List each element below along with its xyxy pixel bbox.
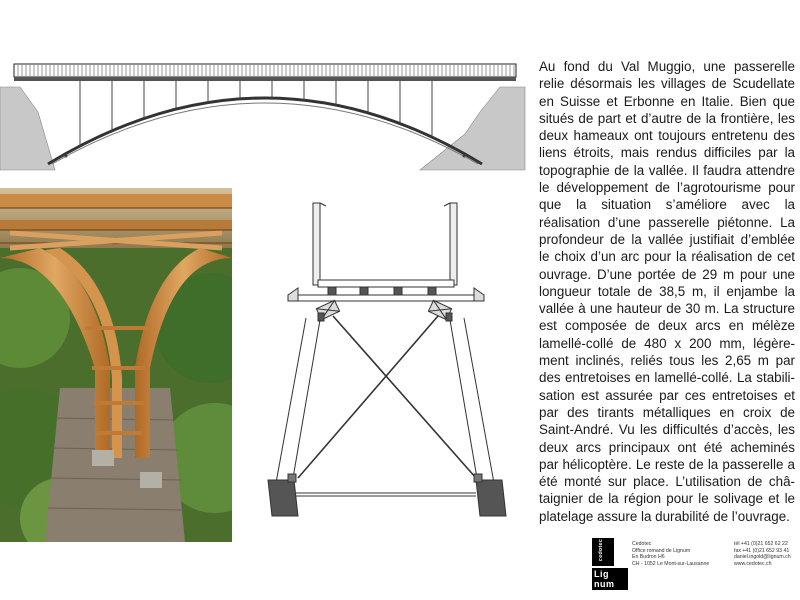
footer-address (632, 541, 709, 567)
elevation-svg (0, 52, 530, 177)
arch (48, 98, 482, 164)
section-svg (258, 198, 518, 528)
footer-contact (734, 541, 791, 567)
deck (14, 77, 516, 81)
photo-svg (0, 188, 232, 542)
bearing-left (65, 155, 68, 158)
lignum-logo-line1: Lig (594, 569, 609, 579)
contact-website[interactable]: www.cedotec.ch (734, 560, 772, 567)
contact-phone: tél +41 (0)21 652 62 22 (734, 541, 788, 547)
bridge-underside-photo (0, 188, 232, 542)
article-paragraph: Au fond du Val Muggio, une passerelle relie désormais les villages de Scudellate en Suisse et Erbonne en Italie. Bien que situés de part et d’autre de la frontière, les deux hameaux ont toujours entretenu des liens étroits, mais rendus difficiles par la topographie de la vallée. Il faudra attendre le développement de l’agrotourisme pour que la situation s’améliore avec la réalisation d’une passerelle piétonne. La profondeur de la vallée justifiait d’emblée le choix d’un arc pour la réalisation de cet ouvrage. D’une portée de 29 m pour une longueur totale de 38,5 m, il enjambe la vallée à une hauteur de 30 m. La structure est composée de deux arcs en mélèze lamellé-collé de 480 x 200 mm, légèrement inclinés, reliés tous les 2,65 m par des entretoises en lamellé-collé. La stabilisation est assurée par ces entretoises et par des tirants métalliques en croix de Saint-André. Vu les difficultés d’accès, les deux arcs principaux ont été acheminés par hélicoptère. Le reste de la passerelle a été monté sur place. L’utilisation de châtaignier de la région pour le solivage et le platelage assure la durabilité de l’ouvrage. (539, 59, 795, 524)
lignum-logo-text (594, 569, 628, 589)
address-line: En Budron H6 (632, 554, 665, 561)
bearing-right (463, 155, 466, 158)
address-line: Office romand de Lignum (632, 547, 691, 554)
bridge-elevation-drawing (0, 52, 530, 177)
railing (14, 64, 516, 77)
cedotec-lignum-logo (592, 538, 628, 590)
cedotec-logo-text: cedotec (598, 539, 604, 562)
address-line: CH - 1052 Le Mont-sur-Lausanne (632, 560, 710, 567)
bridge-cross-section-drawing (258, 198, 518, 528)
footer (592, 538, 798, 596)
lignum-logo-line2: num (594, 579, 615, 589)
contact-fax: fax +41 (0)21 652 93 41 (734, 547, 790, 554)
address-line: Cedotec (632, 541, 652, 547)
hangers (80, 81, 432, 146)
left-slope (0, 87, 55, 170)
contact-email[interactable]: daniel.ingold@lignum.ch (734, 554, 791, 561)
arch-inner (52, 103, 478, 164)
